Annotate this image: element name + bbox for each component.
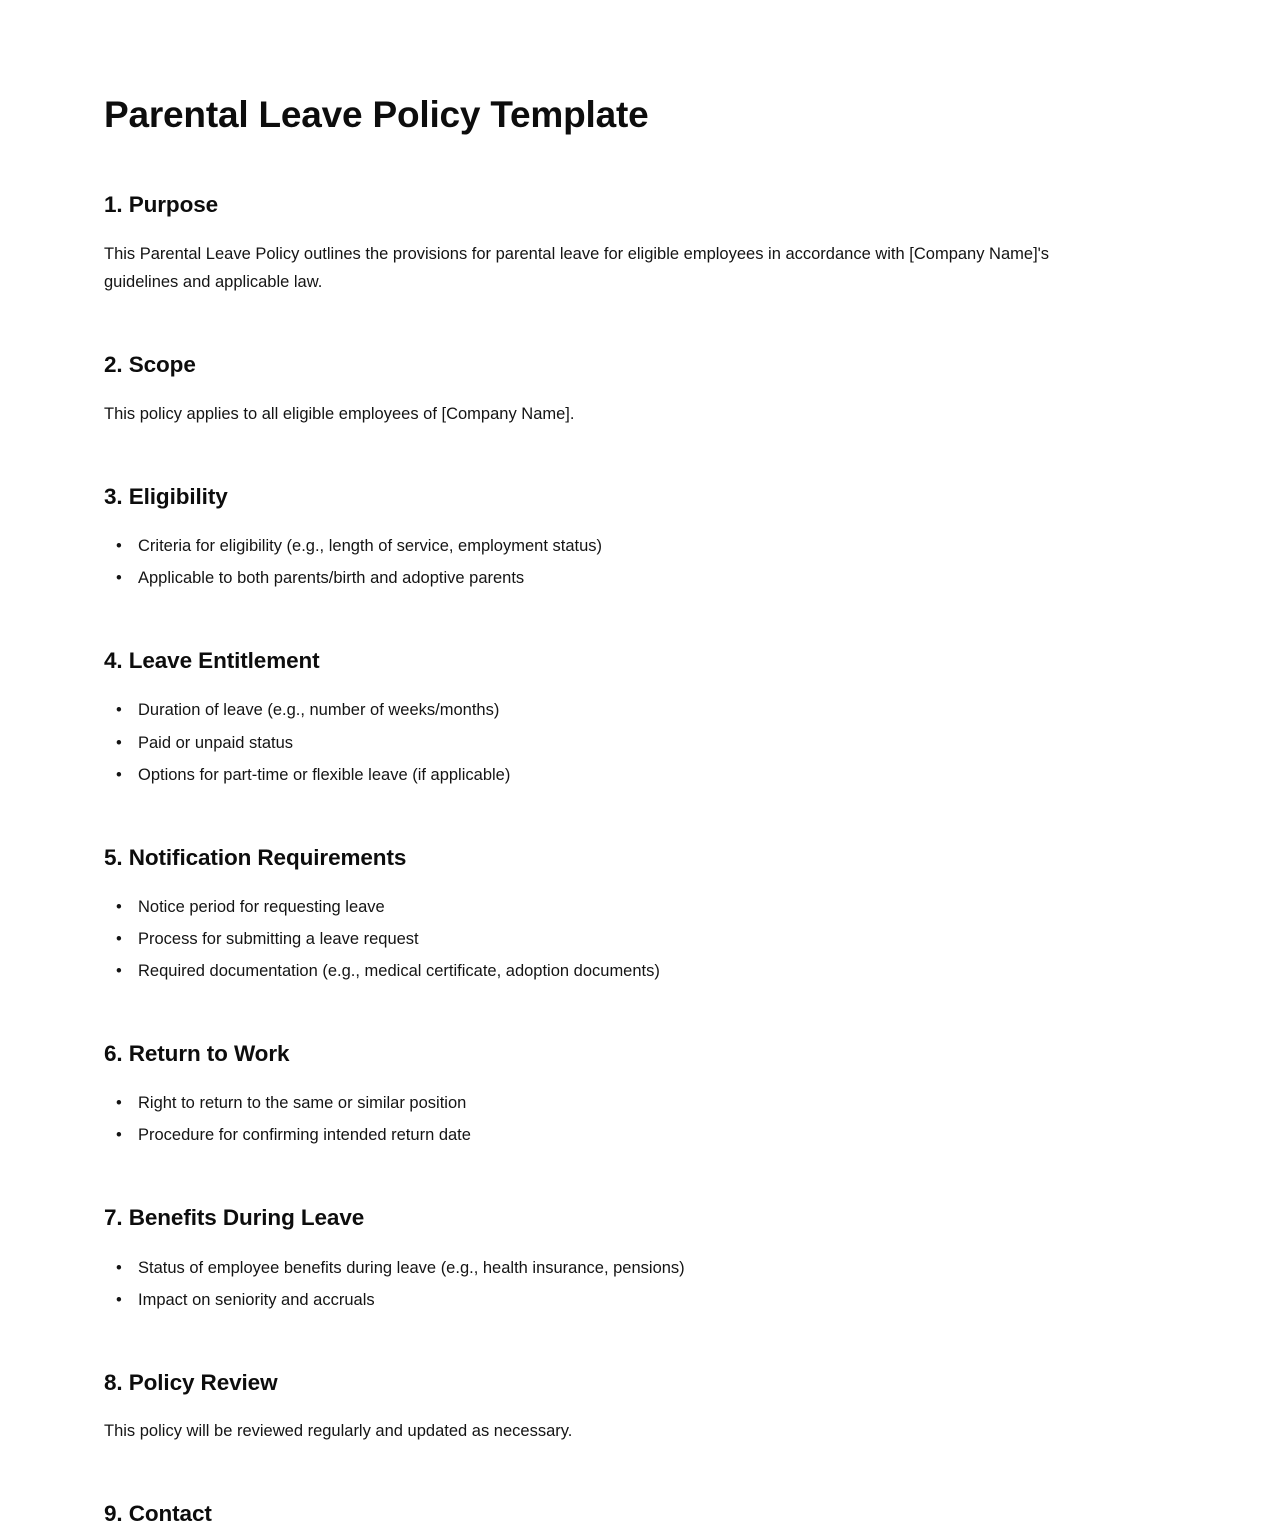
bullet-dot-icon: •	[116, 733, 122, 752]
bullet-dot-icon: •	[116, 1126, 122, 1145]
section-leave-entitlement	[104, 646, 1159, 788]
section-heading-return-to-work: 6. Return to Work	[104, 1041, 290, 1066]
section-scope	[104, 350, 1159, 428]
list-item-label: Paid or unpaid status	[138, 733, 294, 752]
list-item	[104, 1286, 1159, 1314]
list-item	[104, 696, 1159, 724]
section-heading-notification-requirements: 5. Notification Requirements	[104, 844, 407, 870]
section-policy-review	[104, 1368, 1159, 1446]
list-item	[104, 564, 1159, 592]
list-item-label: Procedure for confirming intended return date	[138, 1126, 471, 1145]
list-item-label: Status of employee benefits during leave (e.g., health insurance, pensions)	[138, 1258, 685, 1277]
section-heading-policy-review: 8. Policy Review	[104, 1369, 278, 1395]
bullet-dot-icon: •	[116, 1258, 122, 1277]
list-item-label: Notice period for requesting leave	[138, 897, 385, 916]
list-item-label: Right to return to the same or similar position	[138, 1094, 467, 1113]
section-benefits-during-leave	[104, 1203, 1159, 1313]
section-paragraph-scope: This policy applies to all eligible employees of [Company Name].	[104, 404, 575, 423]
bullet-list-eligibility	[104, 532, 1159, 592]
list-item	[104, 1121, 1159, 1149]
bullet-list-benefits-during-leave	[104, 1254, 1159, 1314]
bullet-dot-icon: •	[116, 897, 122, 916]
list-item	[104, 957, 1159, 985]
list-item-label: Criteria for eligibility (e.g., length of service, employment status)	[138, 537, 603, 556]
list-item	[104, 761, 1159, 789]
bullet-list-return-to-work	[104, 1089, 1159, 1149]
list-item-label: Required documentation (e.g., medical certificate, adoption documents)	[138, 961, 660, 980]
list-item-label: Options for part-time or flexible leave (if applicable)	[138, 765, 511, 784]
list-item	[104, 532, 1159, 560]
list-item	[104, 893, 1159, 921]
bullet-dot-icon: •	[116, 1290, 122, 1309]
section-heading-leave-entitlement: 4. Leave Entitlement	[104, 648, 320, 674]
list-item	[104, 729, 1159, 757]
list-item-label: Impact on seniority and accruals	[138, 1290, 375, 1309]
section-purpose	[104, 190, 1159, 296]
list-item-label: Applicable to both parents/birth and adoptive parents	[138, 569, 525, 588]
section-notification-requirements	[104, 843, 1159, 985]
section-heading-scope: 2. Scope	[104, 352, 196, 378]
list-item-label: Duration of leave (e.g., number of weeks/months)	[138, 701, 500, 720]
list-item-label: Process for submitting a leave request	[138, 929, 419, 948]
bullet-list-notification-requirements	[104, 893, 1159, 985]
section-heading-purpose: 1. Purpose	[104, 192, 219, 218]
bullet-dot-icon: •	[116, 537, 122, 556]
bullet-dot-icon: •	[116, 765, 122, 784]
section-paragraph-policy-review: This policy will be reviewed regularly and updated as necessary.	[104, 1421, 573, 1440]
section-heading-benefits-during-leave: 7. Benefits During Leave	[104, 1205, 365, 1231]
section-contact	[104, 1499, 1159, 1528]
bullet-dot-icon: •	[116, 569, 122, 588]
bullet-dot-icon: •	[116, 961, 122, 980]
bullet-dot-icon: •	[116, 1094, 122, 1113]
section-return-to-work	[104, 1039, 1159, 1149]
list-item	[104, 1089, 1159, 1117]
section-eligibility	[104, 482, 1159, 592]
bullet-dot-icon: •	[116, 701, 122, 720]
list-item	[104, 925, 1159, 953]
list-item	[104, 1254, 1159, 1282]
page-title: Parental Leave Policy Template	[104, 94, 649, 135]
section-heading-eligibility: 3. Eligibility	[104, 483, 228, 509]
bullet-list-leave-entitlement	[104, 696, 1159, 788]
section-paragraph-purpose: This Parental Leave Policy outlines the provisions for parental leave for eligible employees in accordance with [Company Name]'s guidelines and applicable law.	[104, 244, 1050, 291]
bullet-dot-icon: •	[116, 929, 122, 948]
section-heading-contact: 9. Contact	[104, 1501, 212, 1527]
